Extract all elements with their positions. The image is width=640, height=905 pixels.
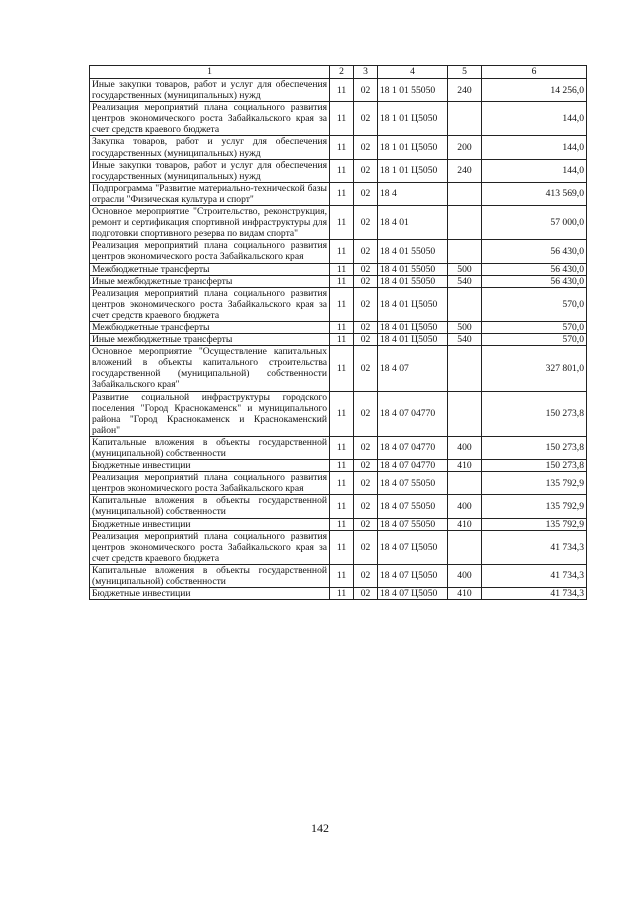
- row-rz-code: 11: [330, 436, 354, 459]
- row-pr-code: 02: [354, 102, 378, 136]
- row-target-article: 18 4 01 Ц5050: [378, 334, 448, 346]
- table-row: [90, 102, 587, 136]
- row-rz-code: 11: [330, 79, 354, 102]
- row-name: Межбюджетные трансферты: [90, 263, 330, 275]
- row-name: Капитальные вложения в объекты государственной (муниципальной) собственности: [90, 436, 330, 459]
- row-name: Реализация мероприятий плана социального развития центров экономического роста Забайкальского края за счет средств краевого бюджета: [90, 530, 330, 564]
- table-row: [90, 346, 587, 391]
- row-name: Иные межбюджетные трансферты: [90, 275, 330, 287]
- header-col-4: 4: [378, 66, 448, 79]
- row-name: Бюджетные инвестиции: [90, 518, 330, 530]
- row-expense-type: [448, 102, 482, 136]
- row-amount: 150 273,8: [482, 460, 587, 472]
- table-row: [90, 495, 587, 518]
- row-pr-code: 02: [354, 460, 378, 472]
- row-pr-code: 02: [354, 564, 378, 587]
- row-rz-code: 11: [330, 495, 354, 518]
- row-amount: 144,0: [482, 102, 587, 136]
- row-name: Реализация мероприятий плана социального развития центров экономического роста Забайкальского края: [90, 240, 330, 263]
- row-target-article: 18 4 01 55050: [378, 275, 448, 287]
- row-pr-code: 02: [354, 136, 378, 159]
- row-rz-code: 11: [330, 460, 354, 472]
- table-row: [90, 472, 587, 495]
- row-expense-type: [448, 472, 482, 495]
- row-pr-code: 02: [354, 263, 378, 275]
- row-expense-type: [448, 206, 482, 240]
- row-rz-code: 11: [330, 530, 354, 564]
- row-expense-type: [448, 346, 482, 391]
- row-amount: 41 734,3: [482, 588, 587, 600]
- row-rz-code: 11: [330, 159, 354, 182]
- row-amount: 56 430,0: [482, 275, 587, 287]
- row-name: Капитальные вложения в объекты государственной (муниципальной) собственности: [90, 495, 330, 518]
- row-rz-code: 11: [330, 136, 354, 159]
- row-amount: 14 256,0: [482, 79, 587, 102]
- table-row: [90, 159, 587, 182]
- row-pr-code: 02: [354, 275, 378, 287]
- row-rz-code: 11: [330, 334, 354, 346]
- row-expense-type: 410: [448, 588, 482, 600]
- row-amount: 144,0: [482, 136, 587, 159]
- row-target-article: 18 4: [378, 182, 448, 205]
- row-rz-code: 11: [330, 206, 354, 240]
- row-expense-type: [448, 287, 482, 321]
- table-row: [90, 518, 587, 530]
- row-pr-code: 02: [354, 240, 378, 263]
- row-expense-type: 540: [448, 275, 482, 287]
- table-row: [90, 334, 587, 346]
- table-row: [90, 564, 587, 587]
- row-target-article: 18 1 01 Ц5050: [378, 102, 448, 136]
- row-expense-type: 500: [448, 263, 482, 275]
- header-col-3: 3: [354, 66, 378, 79]
- row-expense-type: 400: [448, 495, 482, 518]
- row-name: Иные закупки товаров, работ и услуг для обеспечения государственных (муниципальных) нужд: [90, 79, 330, 102]
- row-name: Капитальные вложения в объекты государственной (муниципальной) собственности: [90, 564, 330, 587]
- header-col-5: 5: [448, 66, 482, 79]
- row-target-article: 18 4 07 04770: [378, 460, 448, 472]
- page-number: 142: [311, 821, 329, 835]
- row-amount: 413 569,0: [482, 182, 587, 205]
- row-amount: 150 273,8: [482, 436, 587, 459]
- row-target-article: 18 4 07 Ц5050: [378, 588, 448, 600]
- row-rz-code: 11: [330, 391, 354, 436]
- row-amount: 56 430,0: [482, 263, 587, 275]
- row-expense-type: [448, 530, 482, 564]
- row-name: Реализация мероприятий плана социального развития центров экономического роста Забайкальского края за счет средств краевого бюджета: [90, 287, 330, 321]
- row-amount: 41 734,3: [482, 530, 587, 564]
- row-rz-code: 11: [330, 321, 354, 333]
- row-target-article: 18 4 01 55050: [378, 263, 448, 275]
- row-pr-code: 02: [354, 287, 378, 321]
- table-body: [90, 79, 587, 600]
- table-row: [90, 460, 587, 472]
- row-rz-code: 11: [330, 102, 354, 136]
- table-row: [90, 79, 587, 102]
- row-target-article: 18 4 07: [378, 346, 448, 391]
- header-col-2: 2: [330, 66, 354, 79]
- row-pr-code: 02: [354, 334, 378, 346]
- row-name: Межбюджетные трансферты: [90, 321, 330, 333]
- row-amount: 56 430,0: [482, 240, 587, 263]
- table-row: [90, 263, 587, 275]
- row-amount: 144,0: [482, 159, 587, 182]
- row-target-article: 18 4 07 Ц5050: [378, 564, 448, 587]
- row-pr-code: 02: [354, 588, 378, 600]
- row-name: Иные закупки товаров, работ и услуг для обеспечения государственных (муниципальных) нужд: [90, 159, 330, 182]
- row-name: Подпрограмма "Развитие материально-технической базы отрасли "Физическая культура и спорт": [90, 182, 330, 205]
- row-expense-type: [448, 182, 482, 205]
- row-rz-code: 11: [330, 240, 354, 263]
- row-expense-type: 410: [448, 518, 482, 530]
- row-name: Реализация мероприятий плана социального развития центров экономического роста Забайкальского края за счет средств краевого бюджета: [90, 102, 330, 136]
- row-expense-type: 240: [448, 159, 482, 182]
- row-rz-code: 11: [330, 287, 354, 321]
- row-name: Развитие социальной инфраструктуры городского поселения "Город Краснокаменск" и муниципального района "Город Краснокаменск и Краснокаменский район": [90, 391, 330, 436]
- row-target-article: 18 4 07 55050: [378, 518, 448, 530]
- row-expense-type: [448, 240, 482, 263]
- row-rz-code: 11: [330, 346, 354, 391]
- row-target-article: 18 1 01 Ц5050: [378, 136, 448, 159]
- row-pr-code: 02: [354, 530, 378, 564]
- row-pr-code: 02: [354, 346, 378, 391]
- row-pr-code: 02: [354, 436, 378, 459]
- table-row: [90, 287, 587, 321]
- table-row: [90, 436, 587, 459]
- row-amount: 135 792,9: [482, 495, 587, 518]
- row-target-article: 18 1 01 55050: [378, 79, 448, 102]
- row-amount: 57 000,0: [482, 206, 587, 240]
- table-row: [90, 275, 587, 287]
- row-name: Иные межбюджетные трансферты: [90, 334, 330, 346]
- row-expense-type: 200: [448, 136, 482, 159]
- row-target-article: 18 4 01 Ц5050: [378, 287, 448, 321]
- row-name: Бюджетные инвестиции: [90, 588, 330, 600]
- row-rz-code: 11: [330, 518, 354, 530]
- row-amount: 150 273,8: [482, 391, 587, 436]
- row-pr-code: 02: [354, 472, 378, 495]
- row-target-article: 18 4 07 55050: [378, 495, 448, 518]
- row-amount: 570,0: [482, 287, 587, 321]
- table-row: [90, 321, 587, 333]
- row-target-article: 18 4 07 Ц5050: [378, 530, 448, 564]
- row-amount: 41 734,3: [482, 564, 587, 587]
- row-target-article: 18 4 07 04770: [378, 391, 448, 436]
- row-target-article: 18 4 01: [378, 206, 448, 240]
- row-rz-code: 11: [330, 472, 354, 495]
- table-row: [90, 240, 587, 263]
- row-pr-code: 02: [354, 391, 378, 436]
- row-target-article: 18 4 07 04770: [378, 436, 448, 459]
- row-name: Основное мероприятие "Осуществление капитальных вложений в объекты капитального строительства государственной (муниципальной) собственности Забайкальского края": [90, 346, 330, 391]
- row-amount: 135 792,9: [482, 518, 587, 530]
- table-row: [90, 391, 587, 436]
- row-expense-type: 500: [448, 321, 482, 333]
- row-amount: 327 801,0: [482, 346, 587, 391]
- row-target-article: 18 1 01 Ц5050: [378, 159, 448, 182]
- row-rz-code: 11: [330, 588, 354, 600]
- row-rz-code: 11: [330, 275, 354, 287]
- table-row: [90, 182, 587, 205]
- row-pr-code: 02: [354, 495, 378, 518]
- header-col-6: 6: [482, 66, 587, 79]
- budget-table: [89, 65, 587, 600]
- row-name: Основное мероприятие "Строительство, реконструкция, ремонт и сертификация спортивной инфраструктуры для подготовки спортивного резерва по видам спорта": [90, 206, 330, 240]
- row-expense-type: 400: [448, 564, 482, 587]
- row-expense-type: [448, 391, 482, 436]
- row-rz-code: 11: [330, 263, 354, 275]
- row-pr-code: 02: [354, 518, 378, 530]
- row-pr-code: 02: [354, 206, 378, 240]
- row-target-article: 18 4 07 55050: [378, 472, 448, 495]
- row-target-article: 18 4 01 55050: [378, 240, 448, 263]
- header-col-1: 1: [90, 66, 330, 79]
- row-amount: 135 792,9: [482, 472, 587, 495]
- row-pr-code: 02: [354, 321, 378, 333]
- row-name: Закупка товаров, работ и услуг для обеспечения государственных (муниципальных) нужд: [90, 136, 330, 159]
- row-amount: 570,0: [482, 321, 587, 333]
- table-header: [90, 66, 587, 79]
- row-amount: 570,0: [482, 334, 587, 346]
- header-row: [90, 66, 587, 79]
- row-name: Реализация мероприятий плана социального развития центров экономического роста Забайкальского края: [90, 472, 330, 495]
- row-target-article: 18 4 01 Ц5050: [378, 321, 448, 333]
- table-row: [90, 588, 587, 600]
- row-expense-type: 410: [448, 460, 482, 472]
- table-row: [90, 206, 587, 240]
- table-row: [90, 136, 587, 159]
- row-rz-code: 11: [330, 564, 354, 587]
- row-expense-type: 540: [448, 334, 482, 346]
- row-expense-type: 240: [448, 79, 482, 102]
- row-rz-code: 11: [330, 182, 354, 205]
- row-pr-code: 02: [354, 182, 378, 205]
- row-pr-code: 02: [354, 79, 378, 102]
- row-pr-code: 02: [354, 159, 378, 182]
- row-expense-type: 400: [448, 436, 482, 459]
- table-row: [90, 530, 587, 564]
- row-name: Бюджетные инвестиции: [90, 460, 330, 472]
